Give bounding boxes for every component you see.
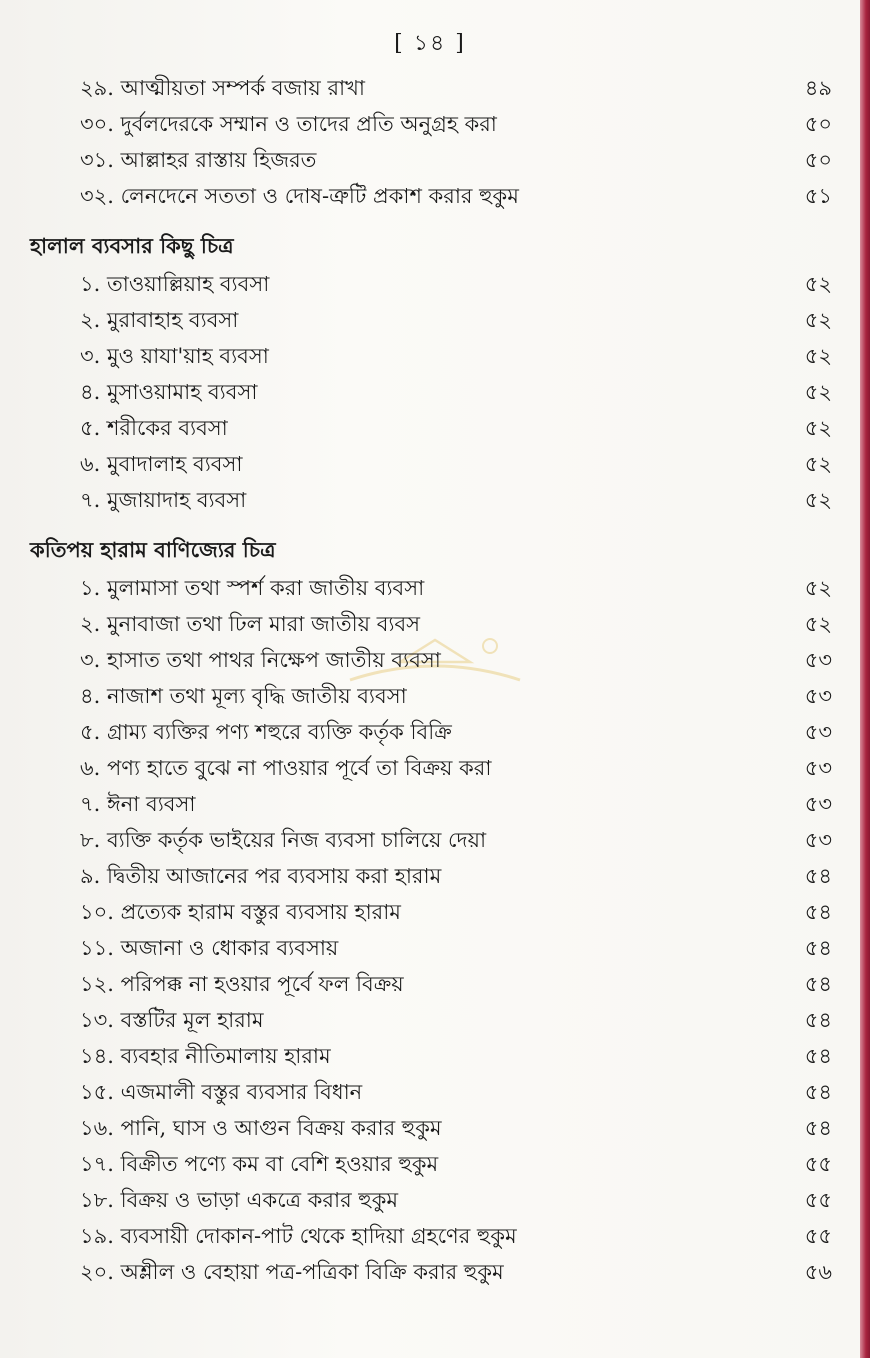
toc-entry [0, 142, 860, 178]
toc-entry [0, 266, 860, 302]
toc-entry-title: ৩১. আল্লাহর রাস্তায় হিজরত [80, 148, 317, 172]
book-spine-edge [860, 0, 870, 1358]
toc-entry [0, 446, 860, 482]
toc-entry-page-number: ৫২ [804, 344, 832, 368]
toc-entry-page-number: ৫৩ [804, 756, 832, 780]
toc-entry [0, 1110, 860, 1146]
page-number: [ ১৪ ] [394, 31, 466, 56]
toc-entry-title: ৩. মুও য়াযা'য়াহ ব্যবসা [80, 344, 269, 368]
toc-entry-page-number: ৫০ [804, 112, 832, 136]
table-of-contents [0, 70, 860, 1290]
toc-entry-title: ১১. অজানা ও ধোকার ব্যবসায় [80, 936, 339, 960]
toc-entry-page-number: ৫৩ [804, 720, 832, 744]
toc-entry-page-number: ৫১ [804, 184, 832, 208]
toc-entry [0, 338, 860, 374]
toc-entry [0, 1182, 860, 1218]
section-heading-text: হালাল ব্যবসার কিছু চিত্র [30, 233, 234, 258]
toc-entry [0, 70, 860, 106]
toc-entry-page-number: ৫৫ [804, 1152, 832, 1176]
toc-entry-title: ৭. ঈনা ব্যবসা [80, 792, 196, 816]
toc-entry-title: ২. মুনাবাজা তথা ঢিল মারা জাতীয় ব্যবস [80, 612, 421, 636]
section-spacer [0, 214, 860, 222]
toc-entry [0, 966, 860, 1002]
toc-entry-title: ৩. হাসাত তথা পাথর নিক্ষেপ জাতীয় ব্যবসা [80, 648, 441, 672]
toc-entry-page-number: ৫২ [804, 488, 832, 512]
toc-entry-title: ১২. পরিপক্ক না হওয়ার পূর্বে ফল বিক্রয় [80, 972, 404, 996]
toc-entry-title: ৯. দ্বিতীয় আজানের পর ব্যবসায় করা হারাম [80, 864, 442, 888]
toc-entry-page-number: ৫৪ [804, 1080, 832, 1104]
toc-entry-title: ৬. পণ্য হাতে বুঝে না পাওয়ার পূর্বে তা বিক্রয় করা [80, 756, 492, 780]
toc-entry-page-number: ৫২ [804, 452, 832, 476]
toc-entry [0, 1254, 860, 1290]
toc-entry-title: ১০. প্রত্যেক হারাম বস্তুর ব্যবসায় হারাম [80, 900, 401, 924]
toc-entry [0, 678, 860, 714]
toc-entry-page-number: ৫২ [804, 380, 832, 404]
toc-entry [0, 1074, 860, 1110]
toc-entry-page-number: ৫২ [804, 576, 832, 600]
toc-entry [0, 1038, 860, 1074]
toc-entry-title: ৫. গ্রাম্য ব্যক্তির পণ্য শহুরে ব্যক্তি কর্তৃক বিক্রি [80, 720, 452, 744]
toc-entry-title: ১৯. ব্যবসায়ী দোকান-পাট থেকে হাদিয়া গ্রহণের হুকুম [80, 1224, 517, 1248]
toc-entry [0, 930, 860, 966]
toc-entry [0, 642, 860, 678]
toc-entry [0, 106, 860, 142]
toc-entry [0, 606, 860, 642]
toc-entry-title: ১৩. বস্তটির মূল হারাম [80, 1008, 264, 1032]
toc-entry [0, 1002, 860, 1038]
toc-entry-title: ৭. মুজায়াদাহ ব্যবসা [80, 488, 247, 512]
toc-entry-page-number: ৫৪ [804, 1044, 832, 1068]
toc-entry-title: ৫. শরীকের ব্যবসা [80, 416, 228, 440]
toc-entry-page-number: ৪৯ [804, 76, 832, 100]
toc-entry-title: ৬. মুবাদালাহ ব্যবসা [80, 452, 243, 476]
toc-entry-page-number: ৫৩ [804, 648, 832, 672]
section-heading-text: কতিপয় হারাম বাণিজ্যের চিত্র [30, 537, 276, 562]
toc-entry-page-number: ৫৫ [804, 1224, 832, 1248]
toc-entry [0, 1146, 860, 1182]
toc-entry-title: ১. মুলামাসা তথা স্পর্শ করা জাতীয় ব্যবসা [80, 576, 425, 600]
toc-entry [0, 894, 860, 930]
toc-entry-page-number: ৫৩ [804, 792, 832, 816]
toc-entry-title: ২. মুরাবাহাহ ব্যবসা [80, 308, 239, 332]
toc-entry [0, 858, 860, 894]
toc-entry [0, 482, 860, 518]
toc-entry-page-number: ৫৩ [804, 684, 832, 708]
toc-entry-title: ৪. মুসাওয়ামাহ ব্যবসা [80, 380, 258, 404]
toc-entry-page-number: ৫৪ [804, 1116, 832, 1140]
toc-entry [0, 374, 860, 410]
toc-entry-title: ২৯. আত্মীয়তা সম্পর্ক বজায় রাখা [80, 76, 365, 100]
toc-entry-page-number: ৫৩ [804, 828, 832, 852]
toc-entry-page-number: ৫৪ [804, 864, 832, 888]
toc-entry-title: ৮. ব্যক্তি কর্তৃক ভাইয়ের নিজ ব্যবসা চালিয়ে দেয়া [80, 828, 487, 852]
toc-entry-title: ১৮. বিক্রয় ও ভাড়া একত্রে করার হুকুম [80, 1188, 399, 1212]
toc-entry [0, 410, 860, 446]
section-heading [0, 222, 860, 266]
toc-entry-page-number: ৫৫ [804, 1188, 832, 1212]
toc-entry-title: ১৪. ব্যবহার নীতিমালায় হারাম [80, 1044, 331, 1068]
toc-entry-title: ১. তাওয়াল্লিয়াহ ব্যবসা [80, 272, 270, 296]
toc-entry [0, 1218, 860, 1254]
toc-entry [0, 822, 860, 858]
toc-entry [0, 714, 860, 750]
toc-entry-title: ৩২. লেনদেনে সততা ও দোষ-ত্রুটি প্রকাশ করার হুকুম [80, 184, 519, 208]
toc-entry-title: ১৭. বিক্রীত পণ্যে কম বা বেশি হওয়ার হুকুম [80, 1152, 439, 1176]
toc-entry-page-number: ৫৪ [804, 1008, 832, 1032]
toc-entry-page-number: ৫৪ [804, 972, 832, 996]
toc-entry [0, 302, 860, 338]
toc-entry-title: ৪. নাজাশ তথা মূল্য বৃদ্ধি জাতীয় ব্যবসা [80, 684, 407, 708]
toc-entry-page-number: ৫২ [804, 612, 832, 636]
toc-entry-page-number: ৫০ [804, 148, 832, 172]
toc-entry [0, 178, 860, 214]
toc-entry-page-number: ৫২ [804, 308, 832, 332]
toc-entry-page-number: ৫২ [804, 272, 832, 296]
toc-entry-title: ১৫. এজমালী বস্তুর ব্যবসার বিধান [80, 1080, 363, 1104]
toc-entry-title: ২০. অশ্লীল ও বেহায়া পত্র-পত্রিকা বিক্রি করার হুকুম [80, 1260, 504, 1284]
toc-entry-page-number: ৫৪ [804, 936, 832, 960]
section-heading [0, 526, 860, 570]
toc-entry-page-number: ৫২ [804, 416, 832, 440]
toc-entry-title: ১৬. পানি, ঘাস ও আগুন বিক্রয় করার হুকুম [80, 1116, 442, 1140]
toc-entry-page-number: ৫৬ [804, 1260, 832, 1284]
toc-entry [0, 570, 860, 606]
toc-entry [0, 786, 860, 822]
section-spacer [0, 518, 860, 526]
toc-entry-page-number: ৫৪ [804, 900, 832, 924]
toc-entry-title: ৩০. দুর্বলদেরকে সম্মান ও তাদের প্রতি অনুগ্রহ করা [80, 112, 497, 136]
toc-entry [0, 750, 860, 786]
